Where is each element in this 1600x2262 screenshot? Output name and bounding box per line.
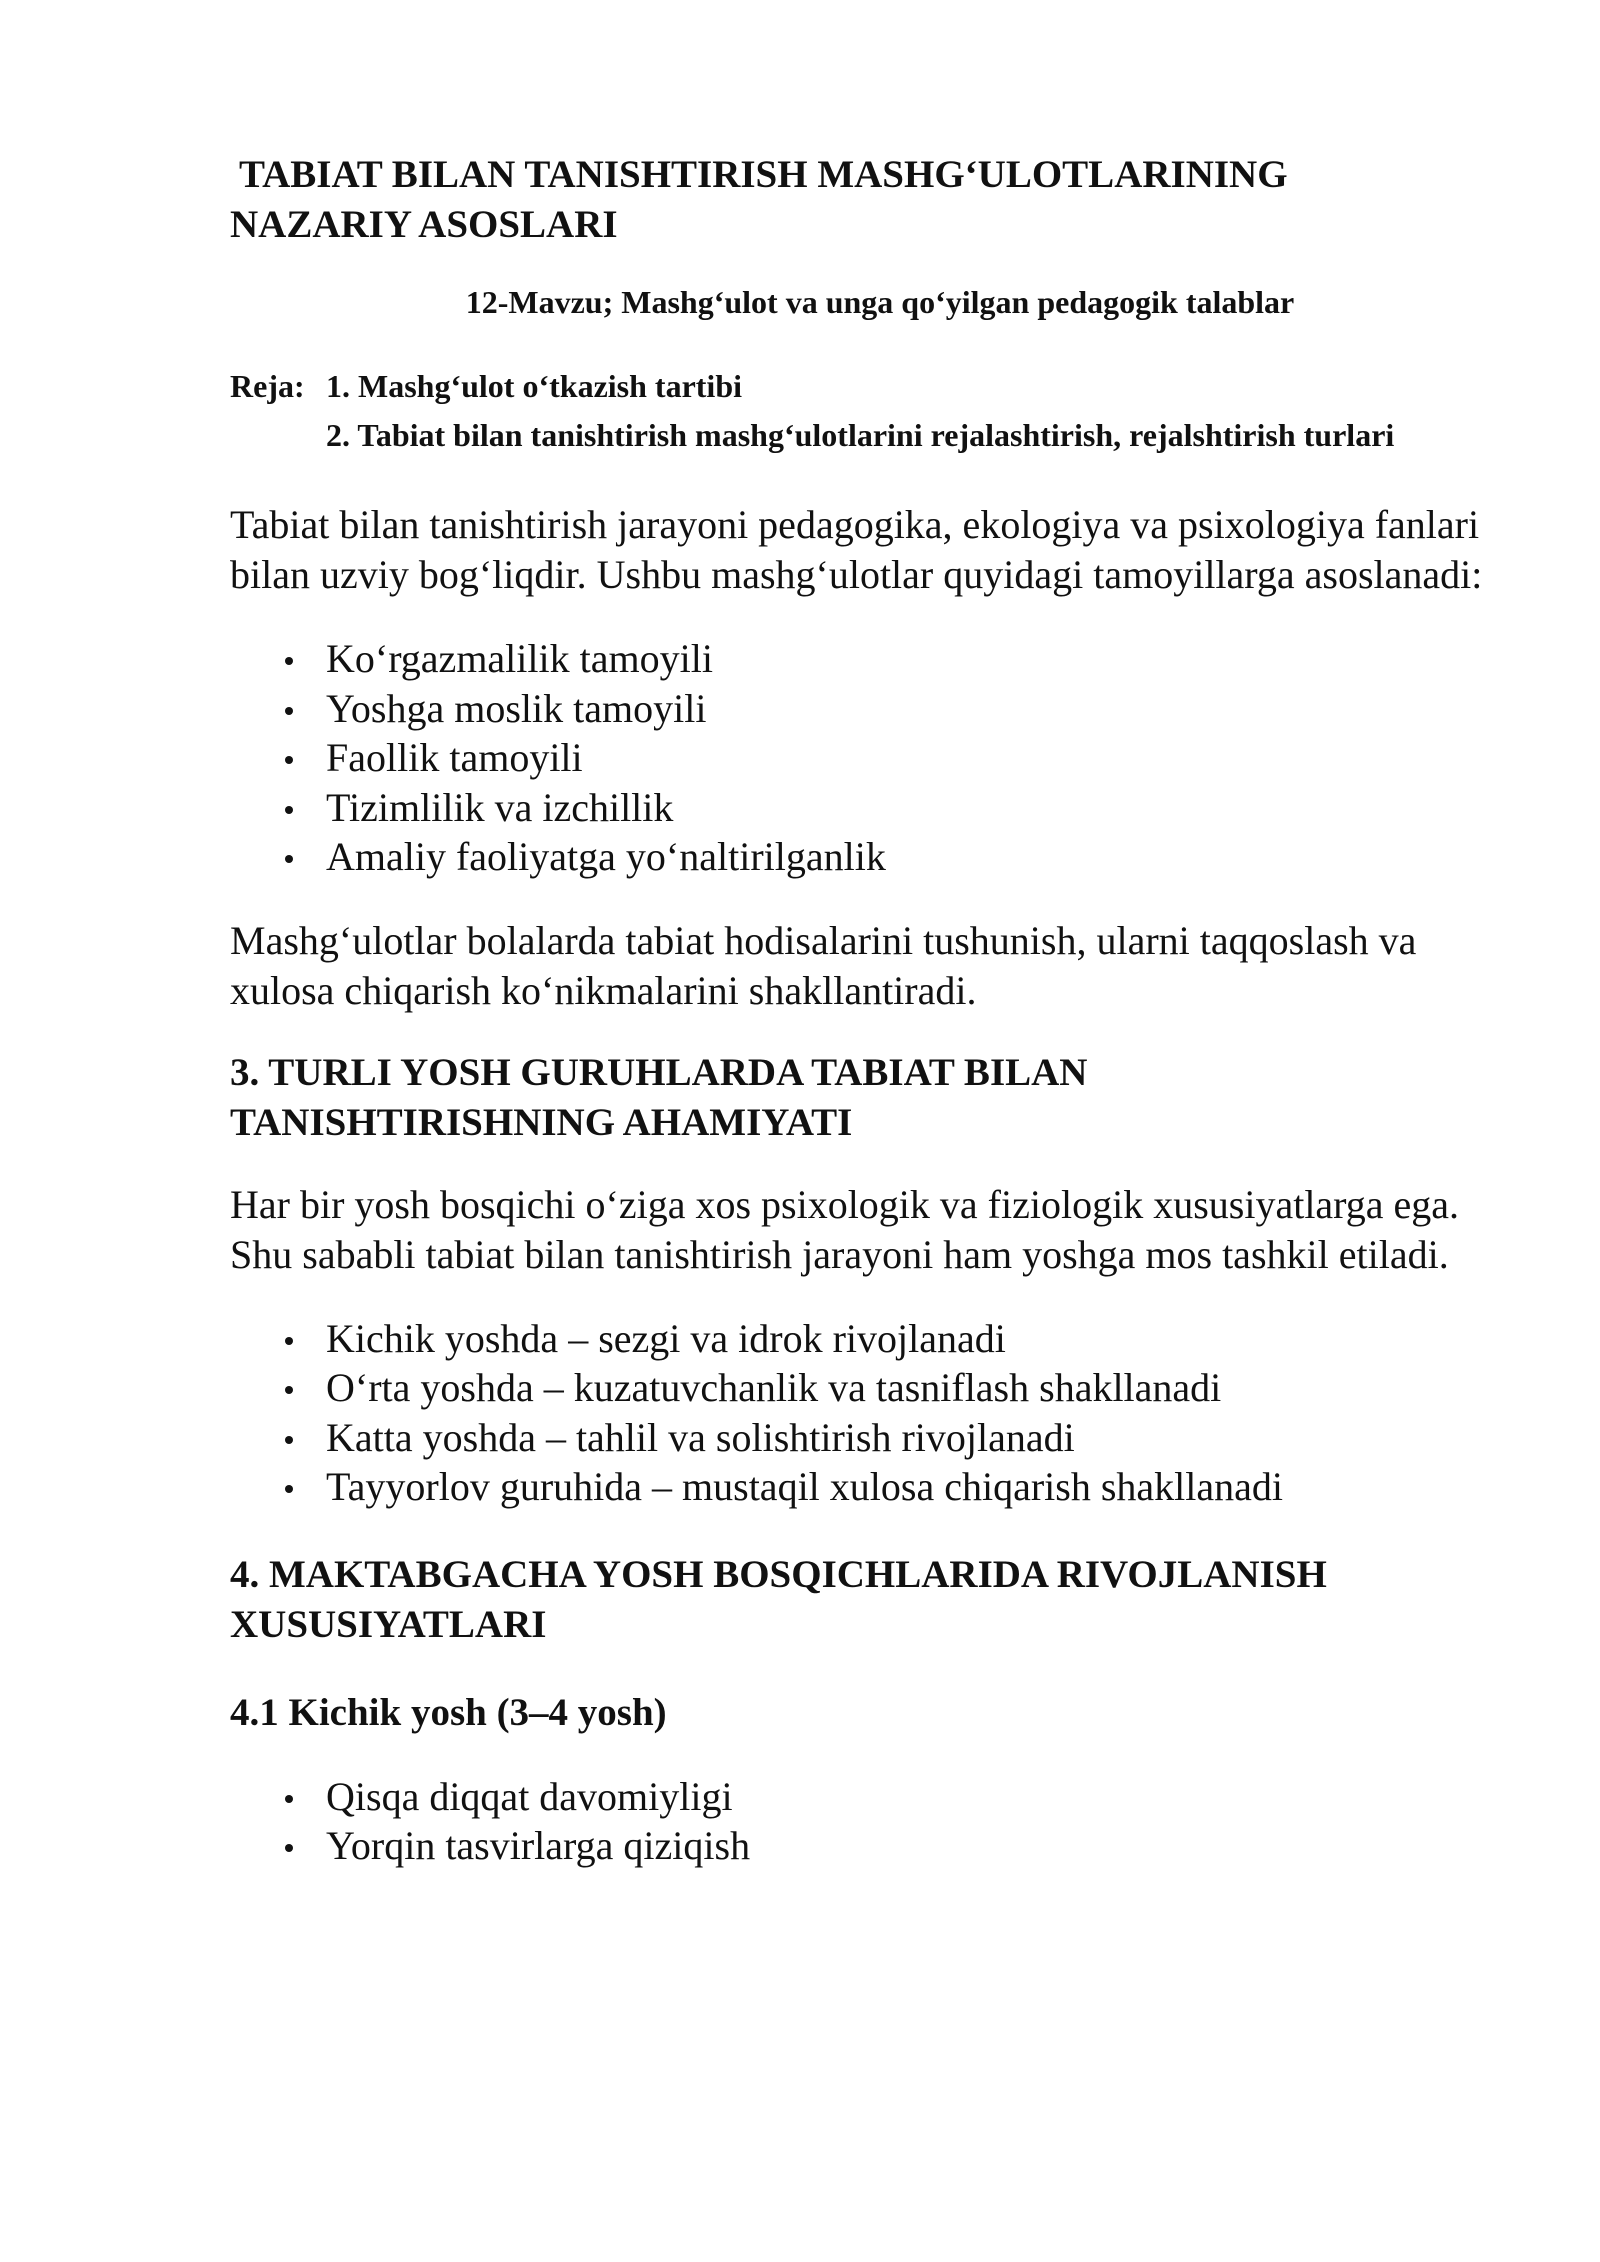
bullet-icon <box>285 1436 293 1444</box>
section-4-1-heading: 4.1 Kichik yosh (3–4 yosh) <box>230 1690 667 1734</box>
bullet-icon <box>285 855 293 863</box>
plan-item-1: 1. Mashg‘ulot o‘tkazish tartibi <box>326 368 742 404</box>
age-groups-list <box>230 1314 1500 1512</box>
list-item <box>230 634 1500 684</box>
section-3-heading-line-1: 3. TURLI YOSH GURUHLARDA TABIAT BILAN <box>230 1050 1088 1094</box>
title-line-1: TABIAT BILAN TANISHTIRISH MASHG‘ULOTLARINING <box>239 153 1288 196</box>
list-item-text: Katta yoshda – tahlil va solishtirish rivojlanadi <box>326 1414 1075 1460</box>
list-item-text: Ko‘rgazmalilik tamoyili <box>326 636 713 681</box>
section-4-heading <box>230 1550 1500 1650</box>
list-item-text: Yoshga moslik tamoyili <box>326 685 707 731</box>
bullet-icon <box>285 1795 293 1803</box>
list-item-text: Tayyorlov guruhida – mustaqil xulosa chiqarish shakllanadi <box>326 1464 1284 1509</box>
bullet-icon <box>285 657 293 665</box>
skills-paragraph: Mashg‘ulotlar bolalarda tabiat hodisalarini tushunish, ularni taqqoslash va xulosa chiqarish ko‘nikmalarini shakllantiradi. <box>230 917 1417 1013</box>
document-page <box>230 150 1500 1871</box>
section-3-paragraph: Har bir yosh bosqichi o‘ziga xos psixologik va fiziologik xususiyatlarga ega. Shu sababli tabiat bilan tanishtirish jarayoni ham yoshga mos tashkil etiladi. <box>230 1181 1460 1277</box>
list-item-text: Yorqin tasvirlarga qiziqish <box>326 1823 751 1868</box>
early-age-list <box>230 1772 1500 1871</box>
title-line-2: NAZARIY ASOSLARI <box>230 203 618 246</box>
list-item <box>230 684 1500 734</box>
plan-item-2: 2. Tabiat bilan tanishtirish mashg‘ulotlarini rejalashtirish, rejalshtirish turlari <box>326 417 1395 453</box>
list-item <box>230 1772 1500 1822</box>
list-item <box>230 1363 1500 1413</box>
list-item <box>230 1821 1500 1871</box>
list-item <box>230 1462 1500 1512</box>
topic-subtitle: 12-Mavzu; Mashg‘ulot va unga qo‘yilgan pedagogik talablar <box>465 284 1295 320</box>
bullet-icon <box>285 707 293 715</box>
intro-paragraph: Tabiat bilan tanishtirish jarayoni pedagogika, ekologiya va psixologiya fanlari bilan uzviy bog‘liqdir. Ushbu mashg‘ulotlar quyidagi tamoyillarga asoslanadi: <box>230 502 1483 597</box>
document-title <box>230 150 1500 250</box>
bullet-icon <box>285 1386 293 1394</box>
list-item-text: Amaliy faoliyatga yo‘naltirilganlik <box>326 834 886 879</box>
principles-list <box>230 634 1500 882</box>
bullet-icon <box>285 756 293 764</box>
section-4-heading-line-2: XUSUSIYATLARI <box>230 1602 547 1646</box>
list-item-text: Faollik tamoyili <box>326 735 583 780</box>
list-item <box>230 733 1500 783</box>
plan-label: Reja: <box>230 368 305 404</box>
list-item-text: Qisqa diqqat davomiyligi <box>326 1773 733 1819</box>
bullet-icon <box>285 1485 293 1493</box>
list-item <box>230 783 1500 833</box>
list-item-text: Kichik yoshda – sezgi va idrok rivojlanadi <box>326 1315 1006 1361</box>
bullet-icon <box>285 1844 293 1852</box>
plan-block <box>230 362 1500 460</box>
section-3-heading-line-2: TANISHTIRISHNING AHAMIYATI <box>230 1100 853 1144</box>
list-item <box>230 1314 1500 1364</box>
bullet-icon <box>285 806 293 814</box>
list-item <box>230 832 1500 882</box>
list-item <box>230 1413 1500 1463</box>
section-4-heading-line-1: 4. MAKTABGACHA YOSH BOSQICHLARIDA RIVOJLANISH <box>230 1552 1327 1596</box>
section-3-heading <box>230 1048 1500 1148</box>
list-item-text: Tizimlilik va izchillik <box>326 784 674 830</box>
list-item-text: O‘rta yoshda – kuzatuvchanlik va tasniflash shakllanadi <box>326 1365 1222 1410</box>
bullet-icon <box>285 1337 293 1345</box>
